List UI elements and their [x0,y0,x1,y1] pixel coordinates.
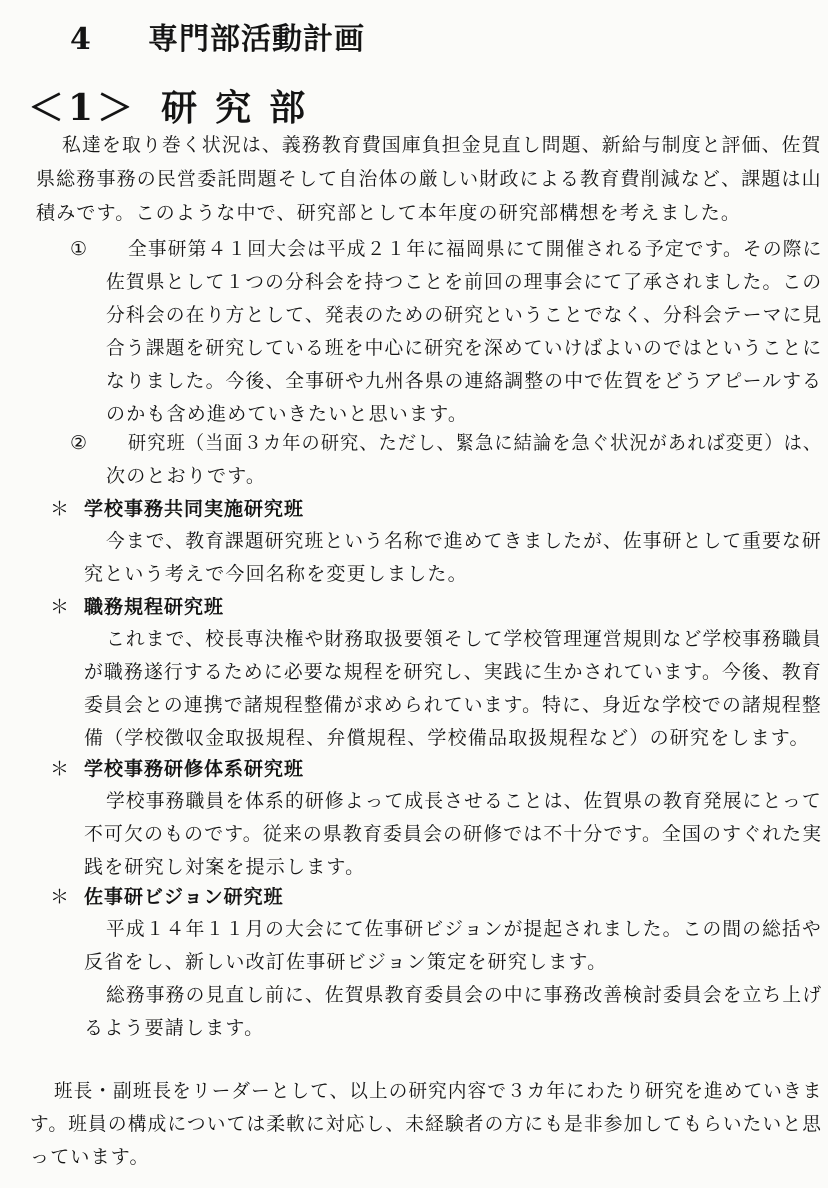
intro-line: 私達を取り巻く状況は、義務教育費国庫負担金見直し問題、新給与制度と評価、佐賀 [62,134,822,156]
study-group-line: るよう要請します。 [84,1017,265,1039]
study-group-title: 佐事研ビジョン研究班 [84,886,284,908]
study-group-line: これまで、校長専決権や財務取扱要領そして学校管理運営規則など学校事務職員 [106,628,822,650]
item-1-line: 合う課題を研究している班を中心に研究を深めていけばよいのではということに [106,337,823,359]
study-group-line: が職務遂行するために必要な規程を研究し、実践に生かされています。今後、教育 [84,661,822,683]
section-number: ＜1＞ [28,87,138,129]
study-group-title: 学校事務研修体系研究班 [84,758,305,780]
intro-line: 県総務事務の民営委託問題そして自治体の厳しい財政による教育費削減など、課題は山 [36,168,822,190]
closing-line: っています。 [30,1146,150,1168]
item-1-line: 全事研第４１回大会は平成２１年に福岡県にて開催される予定です。その際に [128,238,823,260]
study-group-line: 究という考えで今回名称を変更しました。 [84,563,468,585]
item-1-line: のかも含め進めていきたいと思います。 [106,403,469,425]
closing-line: す。班員の構成については柔軟に対応し、未経験者の方にも是非参加してもらいたいと思 [30,1113,823,1135]
item-2-marker: ② [70,432,88,454]
study-group-line: 不可欠のものです。従来の県教育委員会の研修では不十分です。全国のすぐれた実 [84,823,823,845]
intro-line: 積みです。このような中で、研究部として本年度の研究部構想を考えました。 [36,202,742,224]
asterisk-marker: ＊ [50,498,71,520]
item-2-line: 研究班（当面３カ年の研究、ただし、緊急に結論を急ぐ状況があれば変更）は、 [128,432,823,454]
asterisk-marker: ＊ [50,886,71,908]
section-heading [28,80,323,131]
item-1-line: 分科会の在り方として、発表のための研究ということでなく、分科会テーマに見 [106,304,823,326]
item-1-line: 佐賀県として１つの分科会を持つことを前回の理事会にて了承されました。この [106,271,823,293]
section-title: 研究部 [161,87,324,129]
asterisk-marker: ＊ [50,758,71,780]
study-group-line: 備（学校徴収金取扱規程、弁償規程、学校備品取扱規程など）の研究をします。 [84,727,810,749]
study-group-heading [50,752,304,786]
item-2-line: 次のとおりです。 [106,465,267,487]
closing-line: 班長・副班長をリーダーとして、以上の研究内容で３カ年にわたり研究を進めていきま [54,1080,823,1102]
study-group-line: 践を研究し対案を提示します。 [84,856,366,878]
study-group-line: 平成１４年１１月の大会にて佐事研ビジョンが提起されました。この間の総括や [106,918,822,940]
study-group-line: 委員会との連携で諸規程整備が求められています。特に、身近な学校での諸規程整 [84,694,822,716]
asterisk-marker: ＊ [50,596,71,618]
item-1-marker: ① [70,238,88,260]
study-group-title: 学校事務共同実施研究班 [84,498,305,520]
study-group-heading [50,880,284,914]
study-group-line: 反省をし、新しい改訂佐事研ビジョン策定を研究します。 [84,951,608,973]
study-group-line: 学校事務職員を体系的研修よって成長させることは、佐賀県の教育発展にとって [106,790,822,812]
item-1-line: なりました。今後、全事研や九州各県の連絡調整の中で佐賀をどうアピールする [106,370,823,392]
chapter-title: 専門部活動計画 [148,22,365,57]
study-group-heading [50,492,304,526]
study-group-line: 今まで、教育課題研究班という名称で進めてきましたが、佐事研として重要な研 [106,530,822,552]
chapter-heading [70,14,365,58]
study-group-heading [50,590,224,624]
study-group-title: 職務規程研究班 [84,596,225,618]
study-group-line: 総務事務の見直し前に、佐賀県教育委員会の中に事務改善検討委員会を立ち上げ [106,984,823,1006]
chapter-number: 4 [70,22,92,57]
